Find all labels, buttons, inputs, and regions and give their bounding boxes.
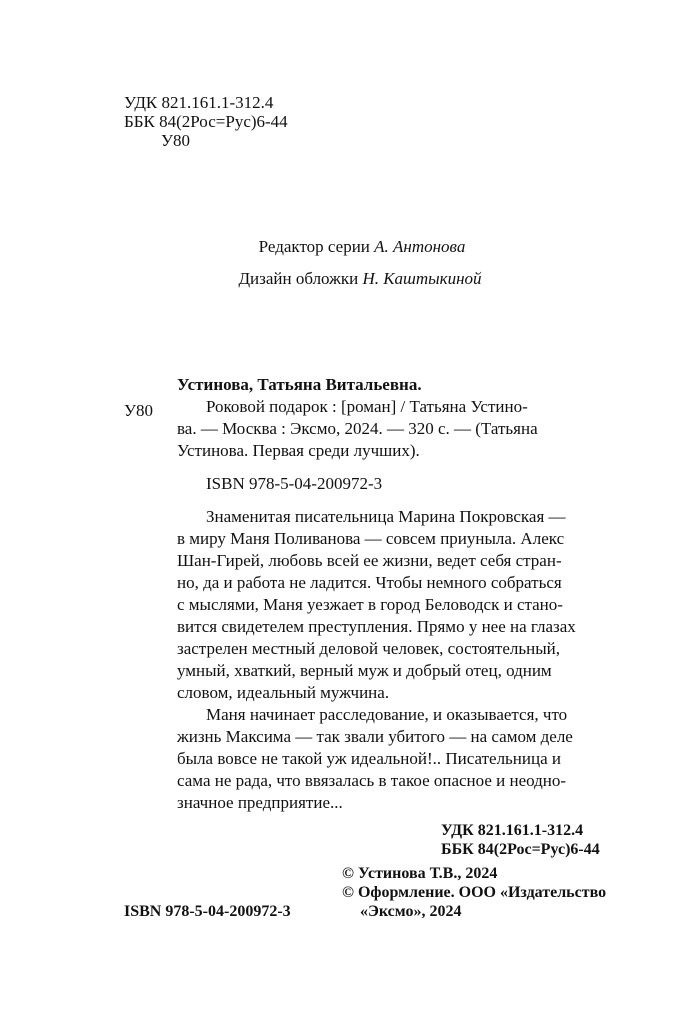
series-editor-credit <box>0 238 691 255</box>
annotation-line: сама не рада, что ввязалась в такое опасное и неодно- <box>177 771 567 790</box>
footer-isbn: ISBN 978-5-04-200972-3 <box>124 903 291 920</box>
copyright-publisher-cont: «Эксмо», 2024 <box>360 903 462 920</box>
biblio-line: ва. — Москва : Эксмо, 2024. — 320 с. — (Татьяна <box>177 419 538 438</box>
annotation-line: словом, идеальный мужчина. <box>177 683 390 702</box>
annotation-line: жизнь Максима — так звали убитого — на самом деле <box>177 727 573 746</box>
bbk-code-bottom: ББК 84(2Рос=Рус)6-44 <box>441 841 600 858</box>
author-heading: Устинова, Татьяна Витальевна. <box>177 375 422 394</box>
udk-code-bottom: УДК 821.161.1-312.4 <box>441 822 584 839</box>
annotation-line: Знаменитая писательница Марина Покровская — <box>206 507 566 526</box>
author-mark-top: У80 <box>161 131 191 150</box>
copyright-publisher: © Оформление. ООО «Издательство <box>342 884 607 901</box>
biblio-line: Устинова. Первая среди лучших). <box>177 441 420 460</box>
copyright-author: © Устинова Т.В., 2024 <box>342 865 498 882</box>
series-editor-label: Редактор серии <box>258 237 370 256</box>
cover-design-credit <box>0 270 691 287</box>
isbn-line: ISBN 978-5-04-200972-3 <box>206 474 383 493</box>
bbk-code-top: ББК 84(2Рос=Рус)6-44 <box>124 112 288 131</box>
annotation-line: в миру Маня Поливанова — совсем приуныла. Алекс <box>177 529 565 548</box>
series-editor-name: А. Антонова <box>374 237 466 256</box>
annotation-line: значное предприятие... <box>177 793 343 812</box>
udk-code-top: УДК 821.161.1-312.4 <box>124 93 274 112</box>
annotation-line: с мыслями, Маня уезжает в город Беловодск и стано- <box>177 595 563 614</box>
annotation-line: но, да и работа не ладится. Чтобы немного собраться <box>177 573 562 592</box>
cover-design-name: Н. Каштыкиной <box>362 269 482 288</box>
annotation-line: умный, хваткий, верный муж и добрый отец, одним <box>177 661 552 680</box>
author-mark: У80 <box>124 401 154 420</box>
annotation-line: застрелен местный деловой человек, состоятельный, <box>177 639 560 658</box>
annotation-line: Шан-Гирей, любовь всей ее жизни, ведет себя стран- <box>177 551 562 570</box>
annotation-line: Маня начинает расследование, и оказывается, что <box>206 705 568 724</box>
annotation-line: была вовсе не такой уж идеальной!.. Писательница и <box>177 749 561 768</box>
cover-design-label: Дизайн обложки <box>238 269 359 288</box>
annotation-line: вится свидетелем преступления. Прямо у нее на глазах <box>177 617 576 636</box>
biblio-line: Роковой подарок : [роман] / Татьяна Устино- <box>206 397 528 416</box>
